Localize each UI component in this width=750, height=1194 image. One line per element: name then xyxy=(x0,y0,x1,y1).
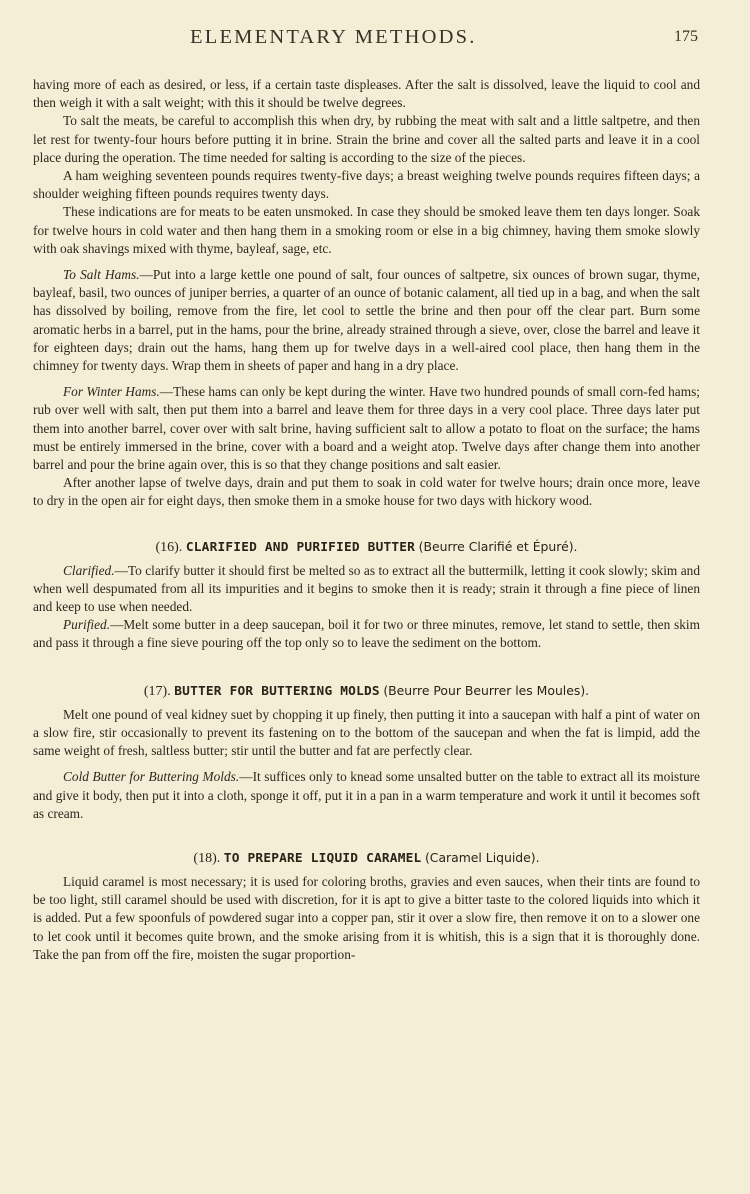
section-number: (18). xyxy=(193,850,221,866)
page-number: 175 xyxy=(674,28,698,45)
paragraph: Liquid caramel is most necessary; it is used for coloring broths, gravies and even sauces, when their tints are found to be too light, still caramel should be used with discretion, for it is apt to give a bitter taste to the colored liquids into which it is added. Put a few spoonfuls of powdered sugar into a copper pan, stir it over a slow fire, then remove it on to a slower one to let cook until it becomes quite brown, and the smoke arising from it is whitish, this is a sign that it is thoroughly done. Take the pan from off the fire, moisten the sugar proportion- xyxy=(33,873,700,962)
recipe-lead: To Salt Hams. xyxy=(63,267,140,283)
paragraph: After another lapse of twelve days, drain and put them to soak in cold water for twelve hours; drain once more, leave to dry in the open air for eight days, then smoke them in a smoke house for two days with hickory wood. xyxy=(33,475,700,509)
section-number: (16). xyxy=(155,539,183,555)
recipe-text: —Melt some butter in a deep saucepan, boil it for two or three minutes, remove, let stand to settle, then skim and pass it through a fine sieve pouring off the top only so to leave the sediment on the bottom. xyxy=(33,617,700,651)
recipe-text: —To clarify butter it should first be melted so as to extract all the buttermilk, letting it cook slowly; skim and when well despumated from all its impurities and it begins to smoke then it is ready; strain it through a fine piece of linen and keep to use when needed. xyxy=(33,562,700,615)
paragraph-winter-hams xyxy=(33,383,700,474)
recipe-lead: Clarified. xyxy=(63,562,115,578)
section-subtitle: (Caramel Liquide). xyxy=(424,849,540,865)
section-title: TO PREPARE LIQUID CARAMEL xyxy=(223,850,422,866)
recipe-text: —Put into a large kettle one pound of salt, four ounces of saltpetre, six ounces of brown sugar, thyme, bayleaf, basil, two ounces of juniper berries, a quarter of an ounce of botanic calament, all tied up in a bag, and when the salt has dissolved by boiling, remove from the fire, let cool to settle the brine and then pour off the clear part. Burn some aromatic herbs in a barrel, put in the hams, pour the brine, already strained through a sieve, over, close the barrel and leave it for eighteen days; drain out the hams, hang them up for twelve days in a well-aired cool place, then hang them in the chimney for twenty days. Wrap them in sheets of paper and hang in a dry place. xyxy=(33,267,700,374)
paragraph: A ham weighing seventeen pounds requires twenty-five days; a breast weighing twelve pounds requires fifteen days; a shoulder weighing fifteen pounds requires twenty days. xyxy=(33,168,700,202)
section-number: (17). xyxy=(143,683,171,699)
recipe-lead: For Winter Hams. xyxy=(63,384,160,400)
running-title: ELEMENTARY METHODS. xyxy=(190,26,477,48)
section-heading-17 xyxy=(33,682,700,701)
section-title: CLARIFIED AND PURIFIED BUTTER xyxy=(185,539,416,555)
paragraph: having more of each as desired, or less, if a certain taste displeases. After the salt is dissolved, leave the liquid to cool and then weigh it with a salt weight; with this it should be twelve degrees. xyxy=(33,77,700,111)
paragraph: To salt the meats, be careful to accomplish this when dry, by rubbing the meat with salt and a little saltpetre, and then let rest for twenty-four hours before putting it in brine. Strain the brine and cover all the salted parts and leave it in a cool place during the operation. The time needed for salting is according to the size of the pieces. xyxy=(33,113,700,165)
recipe-lead: Purified. xyxy=(63,617,111,633)
paragraph-cold-butter xyxy=(33,768,700,823)
section-title: BUTTER FOR BUTTERING MOLDS xyxy=(174,683,380,699)
section-subtitle: (Beurre Pour Beurrer les Moules). xyxy=(383,682,590,698)
paragraph: Melt one pound of veal kidney suet by chopping it up finely, then putting it into a saucepan with half a pint of water on a slow fire, stir occasionally to prevent its fastening on to the bottom of the saucepan and when the fat is limpid, add the same weight of fresh, saltless butter; stir until the butter and fat are perfectly clear. xyxy=(33,706,700,759)
page-body xyxy=(33,76,700,964)
paragraph-salt-hams xyxy=(33,266,700,375)
recipe-text: —These hams can only be kept during the winter. Have two hundred pounds of small corn-fed hams; rub over well with salt, then put them into a barrel and leave them for three days in a very cool place. Three days later put them into another barrel, cover over with salt brine, having sufficient salt to allow a potato to float on the surface; the hams must be entirely immersed in the brine, cover with a board and a weight atop. Twelve days after change them into another barrel and pour the brine again over, this is so that they change positions and salt easier. xyxy=(33,384,700,473)
running-header xyxy=(0,26,750,50)
recipe-lead: Cold Butter for Buttering Molds. xyxy=(63,769,240,785)
section-heading-16 xyxy=(33,538,700,557)
section-subtitle: (Beurre Clarifié et Épuré). xyxy=(418,538,578,554)
recipe-text: —It suffices only to knead some unsalted butter on the table to extract all its moisture and give it body, then put it into a cloth, sponge it off, put it in a pan in a warm temperature and work it until it becomes soft as cream. xyxy=(33,769,700,821)
paragraph-purified xyxy=(33,616,700,652)
paragraph: These indications are for meats to be eaten unsmoked. In case they should be smoked leave them ten days longer. Soak for twelve hours in cold water and then hang them in a smoking room or else in a big chimney, having them smoke slowly with oak shavings mixed with thyme, bayleaf, sage, etc. xyxy=(33,204,700,256)
paragraph-clarified xyxy=(33,562,700,617)
section-heading-18 xyxy=(33,849,700,868)
